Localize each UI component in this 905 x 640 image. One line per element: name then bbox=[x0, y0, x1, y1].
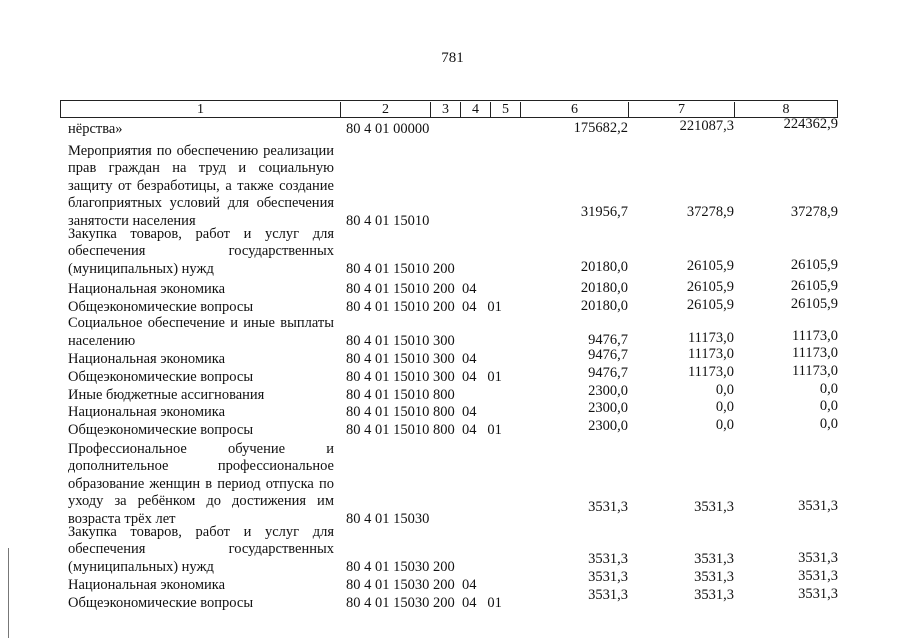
row-code: 80 4 01 00000 bbox=[346, 120, 430, 137]
row-value-8: 224362,9 bbox=[783, 116, 838, 132]
row-value-7: 37278,9 bbox=[686, 204, 734, 220]
row-value-6: 9476,7 bbox=[588, 332, 628, 348]
row-code: 80 4 01 15010 200 04 bbox=[346, 280, 477, 297]
row-value-6: 9476,7 bbox=[588, 365, 628, 381]
row-value-8: 0,0 bbox=[819, 398, 838, 414]
table-row bbox=[0, 116, 905, 138]
header-col-6: 6 bbox=[521, 102, 629, 118]
row-value-8: 3531,3 bbox=[798, 586, 838, 602]
table-header bbox=[60, 100, 838, 118]
row-value-7: 221087,3 bbox=[679, 118, 734, 134]
header-col-8: 8 bbox=[782, 102, 790, 117]
row-value-6: 20180,0 bbox=[580, 298, 628, 314]
row-value-7: 0,0 bbox=[715, 382, 734, 398]
row-value-7: 3531,3 bbox=[694, 551, 734, 567]
row-value-8: 26105,9 bbox=[790, 257, 838, 273]
table-row bbox=[0, 142, 905, 230]
row-value-7: 11173,0 bbox=[687, 346, 734, 362]
row-code: 80 4 01 15010 800 bbox=[346, 386, 455, 403]
row-name: Закупка товаров, работ и услуг для обеспечения государственных (муниципальных) нужд bbox=[68, 225, 334, 277]
row-value-6: 31956,7 bbox=[580, 204, 628, 220]
row-value-7: 11173,0 bbox=[687, 364, 734, 380]
row-value-8: 11173,0 bbox=[791, 345, 838, 361]
row-code: 80 4 01 15030 200 04 bbox=[346, 576, 477, 593]
row-value-8: 37278,9 bbox=[790, 204, 838, 220]
row-value-6: 3531,3 bbox=[588, 587, 628, 603]
row-value-6: 3531,3 bbox=[588, 551, 628, 567]
row-code: 80 4 01 15010 bbox=[346, 212, 430, 229]
row-value-7: 3531,3 bbox=[694, 499, 734, 515]
row-code: 80 4 01 15010 800 04 01 bbox=[346, 421, 502, 438]
table-row bbox=[0, 225, 905, 278]
row-name: Национальная экономика bbox=[68, 403, 226, 420]
header-col-1: 1 bbox=[61, 102, 341, 118]
row-value-6: 20180,0 bbox=[580, 280, 628, 296]
row-code: 80 4 01 15010 800 04 bbox=[346, 403, 477, 420]
row-value-8: 0,0 bbox=[819, 416, 838, 432]
header-col-2: 2 bbox=[341, 102, 431, 118]
row-name: Социальное обеспечение и иные выплаты населению bbox=[68, 315, 334, 349]
row-name: Общеэкономические вопросы bbox=[68, 368, 254, 385]
row-value-6: 2300,0 bbox=[588, 400, 628, 416]
row-value-8: 3531,3 bbox=[798, 550, 838, 566]
row-name: Национальная экономика bbox=[68, 350, 226, 367]
row-value-7: 26105,9 bbox=[686, 279, 734, 295]
row-code: 80 4 01 15010 300 bbox=[346, 332, 455, 349]
table-row bbox=[0, 298, 905, 316]
row-value-6: 9476,7 bbox=[588, 347, 628, 363]
header-col-3: 3 bbox=[431, 102, 461, 118]
row-value-8: 11173,0 bbox=[791, 363, 838, 379]
row-name: Национальная экономика bbox=[68, 576, 226, 593]
row-value-6: 2300,0 bbox=[588, 383, 628, 399]
header-col-7: 7 bbox=[629, 102, 735, 118]
row-name: Иные бюджетные ассигнования bbox=[68, 386, 265, 403]
row-name: Общеэкономические вопросы bbox=[68, 298, 254, 315]
table-row bbox=[0, 586, 905, 612]
scan-margin-line bbox=[8, 548, 9, 638]
row-name: Закупка товаров, работ и услуг для обеспечения государственных (муниципальных) нужд bbox=[68, 523, 334, 575]
row-value-7: 0,0 bbox=[715, 417, 734, 433]
header-col-4: 4 bbox=[461, 102, 491, 118]
row-value-6: 2300,0 bbox=[588, 418, 628, 434]
row-value-6: 3531,3 bbox=[588, 499, 628, 515]
row-name: Национальная экономика bbox=[68, 280, 226, 297]
row-value-8: 11173,0 bbox=[791, 328, 838, 344]
table-row bbox=[0, 416, 905, 439]
row-value-6: 3531,3 bbox=[588, 569, 628, 585]
row-value-7: 0,0 bbox=[715, 399, 734, 415]
row-name: Общеэкономические вопросы bbox=[68, 594, 254, 611]
row-name: нёрства» bbox=[68, 120, 123, 137]
header-col-5: 5 bbox=[491, 102, 521, 118]
row-code: 80 4 01 15010 200 bbox=[346, 260, 455, 277]
row-name: Профессиональное обучение и дополнительное профессиональное образование женщин в период отпуска по уходу за ребёнком до достижения им возраста трёх лет bbox=[68, 440, 334, 527]
row-name: Мероприятия по обеспечению реализации прав граждан на труд и социальную защиту от безработицы, а также создание благоприятных условий для обеспечения занятости населения bbox=[68, 142, 334, 229]
row-value-8: 26105,9 bbox=[790, 278, 838, 294]
row-code: 80 4 01 15030 200 bbox=[346, 558, 455, 575]
row-value-7: 3531,3 bbox=[694, 587, 734, 603]
row-value-8: 26105,9 bbox=[790, 296, 838, 312]
row-value-6: 175682,2 bbox=[573, 120, 628, 136]
row-value-7: 26105,9 bbox=[686, 258, 734, 274]
row-code: 80 4 01 15030 bbox=[346, 510, 430, 527]
row-value-7: 11173,0 bbox=[687, 330, 734, 346]
page-number: 781 bbox=[441, 50, 464, 66]
row-value-7: 26105,9 bbox=[686, 297, 734, 313]
row-name: Общеэкономические вопросы bbox=[68, 421, 254, 438]
table-row bbox=[0, 440, 905, 528]
row-value-7: 3531,3 bbox=[694, 569, 734, 585]
row-value-8: 3531,3 bbox=[798, 498, 838, 514]
row-code: 80 4 01 15010 200 04 01 bbox=[346, 298, 502, 315]
row-code: 80 4 01 15010 300 04 01 bbox=[346, 368, 502, 385]
row-value-8: 0,0 bbox=[819, 381, 838, 397]
row-code: 80 4 01 15010 300 04 bbox=[346, 350, 477, 367]
row-code: 80 4 01 15030 200 04 01 bbox=[346, 594, 502, 611]
row-value-6: 20180,0 bbox=[580, 259, 628, 275]
row-value-8: 3531,3 bbox=[798, 568, 838, 584]
